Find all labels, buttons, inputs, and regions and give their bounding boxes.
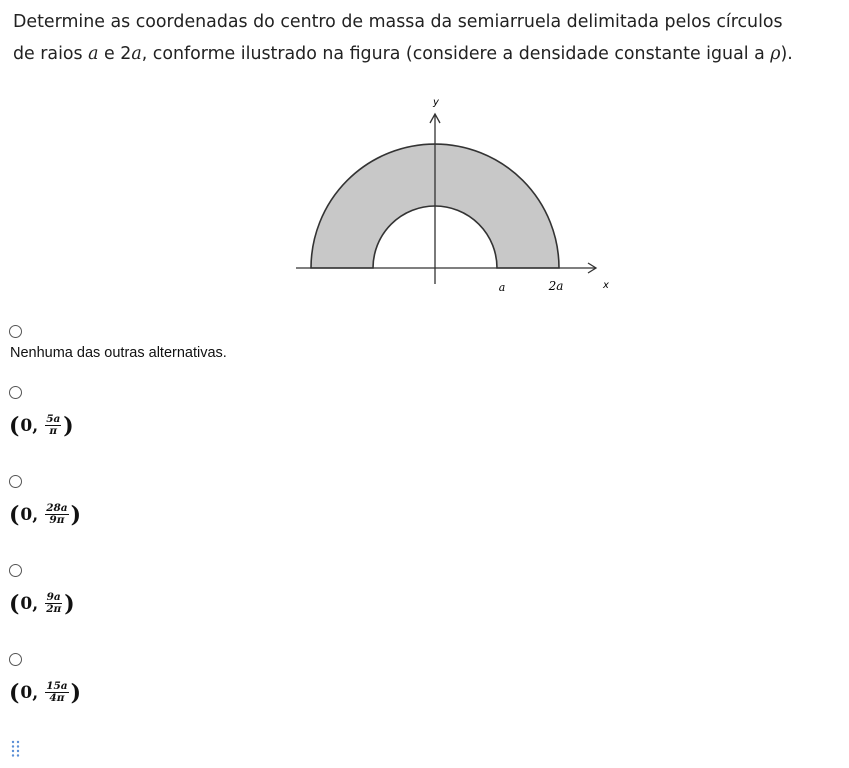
open-paren: ( [9,501,20,528]
close-paren: ) [70,679,82,706]
fraction-numerator: 5a [46,413,61,425]
option-4-formula [9,592,75,615]
y-axis-label: y [433,97,439,108]
fraction [45,414,61,437]
option-3-formula [9,503,81,526]
fraction-denominator: 9π [49,514,65,527]
tick-label-2a: 2a [548,279,564,293]
fraction [45,681,68,704]
comma: , [32,504,39,525]
option-2-formula [9,414,74,437]
math-coefficient: 2 [120,44,132,64]
open-paren: ( [9,590,20,617]
x-axis-label: x [603,280,609,291]
open-paren: ( [9,679,20,706]
drag-handle-icon[interactable] [11,740,21,758]
option-1-radio[interactable] [9,325,22,338]
fraction [45,592,62,615]
comma: , [32,682,39,703]
question-text-fragment: , conforme ilustrado na figura (considere a densidade constante igual a [141,44,771,64]
math-variable-a: a [131,44,142,64]
close-paren: ) [64,590,75,617]
option-1-label: Nenhuma das outras alternativas. [10,345,227,361]
question-text-fragment: e [98,44,121,64]
option-3-radio[interactable] [9,475,22,488]
comma: , [32,593,39,614]
fraction-denominator: 4π [49,692,65,705]
fraction-numerator: 28a [46,502,68,514]
coordinate-x: 0 [20,682,33,703]
open-paren: ( [9,412,20,439]
fraction-denominator: π [49,425,58,438]
question-text-fragment: ). [780,44,793,64]
question-line-2 [13,38,843,70]
fraction-denominator: 2π [46,603,62,616]
question-text [13,6,843,70]
fraction-numerator: 15a [46,680,68,692]
close-paren: ) [70,501,82,528]
math-variable-a: a [88,44,99,64]
coordinate-x: 0 [20,593,33,614]
question-text-fragment: de raios [13,44,89,64]
option-5-radio[interactable] [9,653,22,666]
tick-label-a: a [498,281,506,294]
semi-annulus-figure [296,88,626,298]
option-5-formula [9,681,81,704]
option-2-radio[interactable] [9,386,22,399]
coordinate-x: 0 [20,415,33,436]
coordinate-x: 0 [20,504,33,525]
close-paren: ) [63,412,74,439]
fraction [45,503,68,526]
fraction-numerator: 9a [46,591,61,603]
question-line-1: Determine as coordenadas do centro de massa da semiarruela delimitada pelos círculos [13,12,783,32]
option-4-radio[interactable] [9,564,22,577]
comma: , [32,415,39,436]
math-variable-rho: ρ [770,44,781,64]
